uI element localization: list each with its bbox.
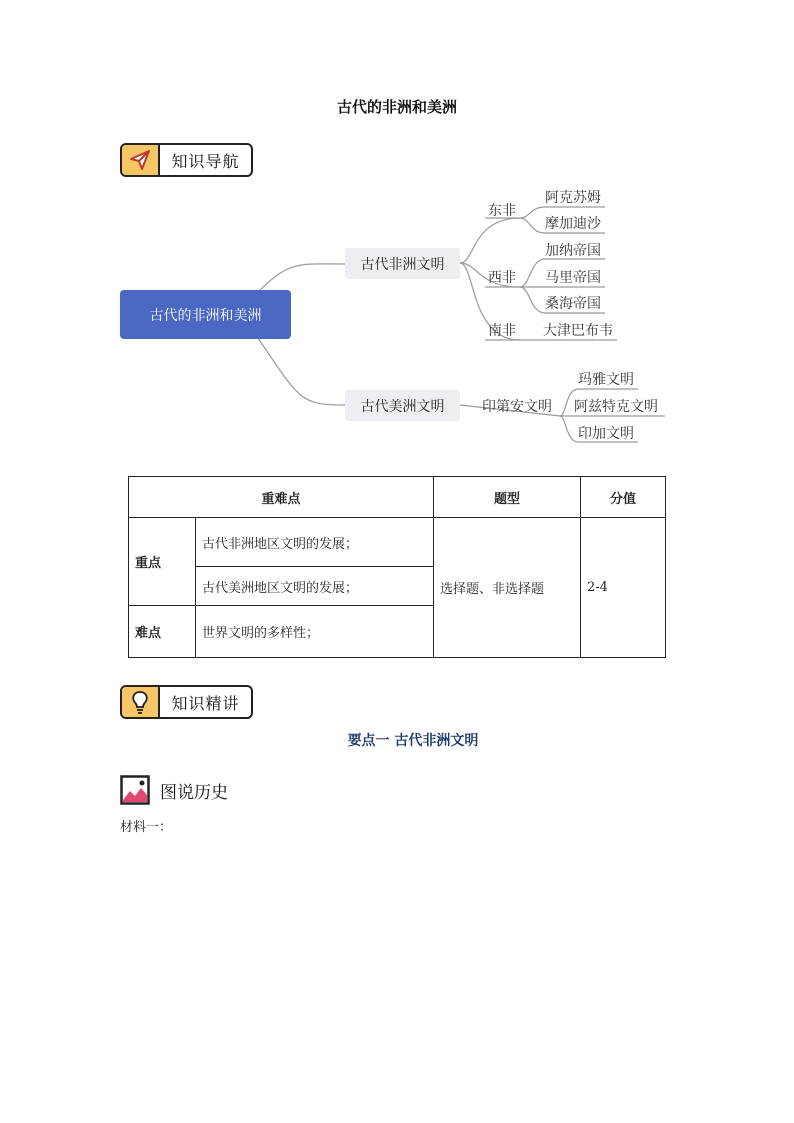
table-header-keypoints: 重难点	[129, 477, 434, 518]
section-title: 知识精讲	[171, 693, 240, 713]
material-label: 材料一：	[120, 820, 173, 835]
mindmap-node-west-africa: 西非	[488, 270, 516, 286]
mindmap-leaf: 阿克苏姆	[545, 190, 601, 206]
mindmap-leaf: 阿兹特克文明	[574, 399, 658, 415]
table-label-difficult: 难点	[129, 606, 196, 658]
picture-icon	[120, 775, 150, 805]
lightbulb-icon	[122, 687, 160, 717]
key-points-table	[128, 476, 666, 658]
mindmap-leaf: 加纳帝国	[545, 243, 601, 259]
mindmap-leaf: 印加文明	[578, 426, 634, 442]
mindmap-node-east-africa: 东非	[488, 203, 516, 219]
table-cell-question-type: 选择题、非选择题	[434, 518, 581, 658]
section-knowledge-explanation	[120, 685, 253, 719]
document-title: 古代的非洲和美洲	[336, 98, 457, 116]
section-title: 知识导航	[171, 151, 240, 171]
mindmap-leaf: 马里帝国	[545, 270, 601, 286]
table-cell-score: 2-4	[581, 518, 666, 658]
table-header-type: 题型	[434, 477, 581, 518]
table-cell: 古代美洲地区文明的发展；	[196, 567, 434, 606]
mindmap-branch-america: 古代美洲文明	[345, 390, 460, 421]
history-heading	[120, 775, 228, 805]
mindmap-branch-africa: 古代非洲文明	[345, 248, 460, 279]
table-label-key: 重点	[129, 518, 196, 606]
table-cell: 古代非洲地区文明的发展；	[196, 518, 434, 567]
mindmap-leaf: 大津巴布韦	[543, 323, 613, 339]
mindmap-leaf: 摩加迪沙	[545, 216, 601, 232]
mindmap-leaf: 桑海帝国	[545, 296, 601, 312]
mindmap-node-south-africa: 南非	[488, 323, 516, 339]
history-heading-text: 图说历史	[160, 782, 228, 803]
mindmap-root-node: 古代的非洲和美洲	[120, 290, 291, 339]
mindmap-leaf: 玛雅文明	[578, 372, 634, 388]
keypoint-heading: 要点一 古代非洲文明	[347, 733, 479, 749]
mindmap-node-indian: 印第安文明	[482, 399, 552, 415]
table-cell: 世界文明的多样性；	[196, 606, 434, 658]
table-header-score: 分值	[581, 477, 666, 518]
